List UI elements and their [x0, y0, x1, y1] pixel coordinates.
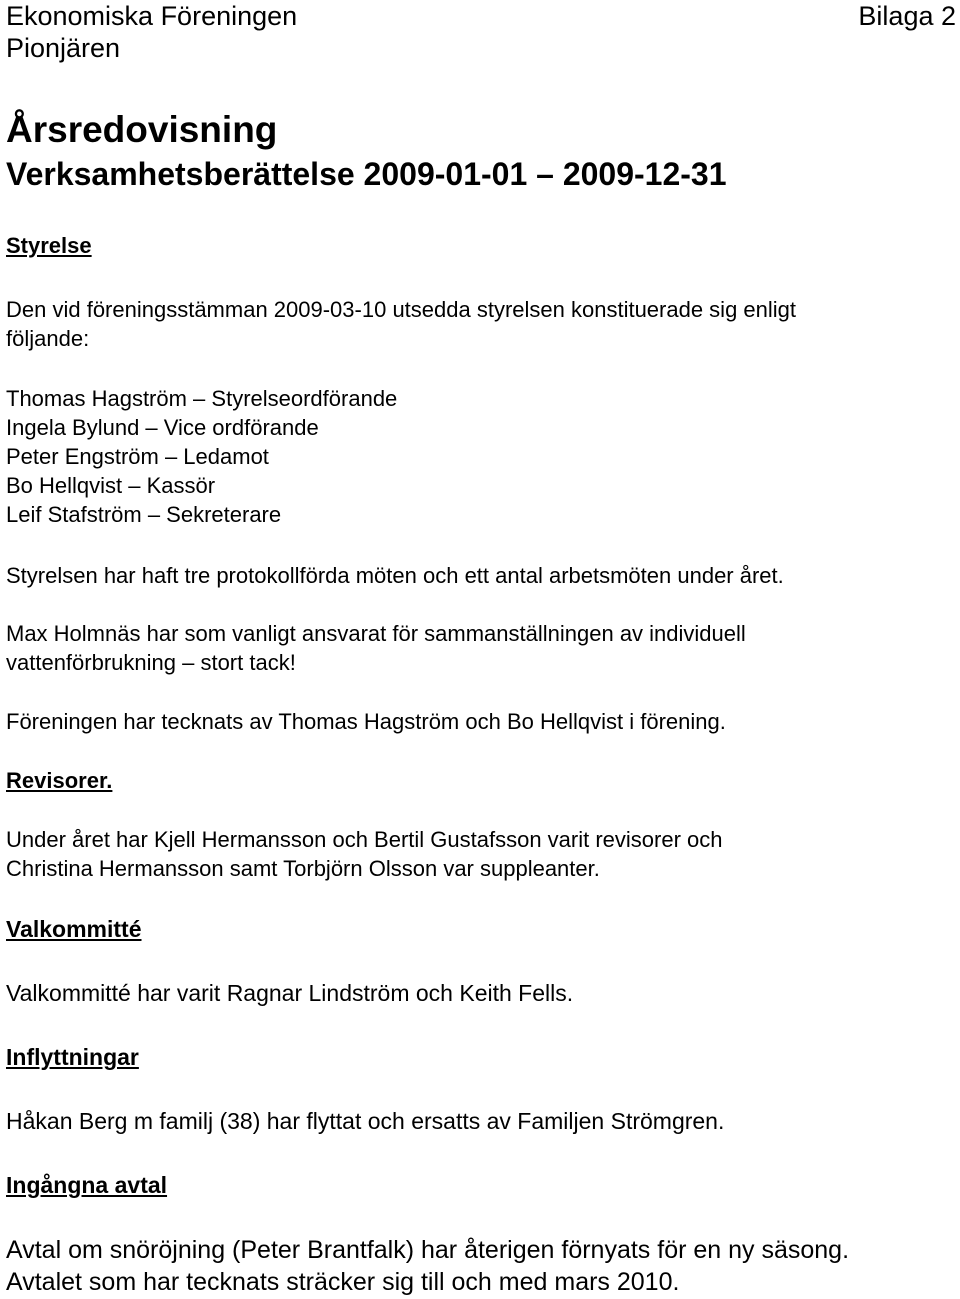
styrelse-intro	[6, 295, 796, 353]
avtal-line-1: Avtal om snöröjning (Peter Brantfalk) har återigen förnyats för en ny säsong.	[6, 1236, 850, 1264]
revisorer-line-1: Under året har Kjell Hermansson och Bertil Gustafsson varit revisorer och	[6, 827, 723, 852]
valkommitte-paragraph: Valkommitté har varit Ragnar Lindström och Keith Fells.	[6, 980, 574, 1006]
document-subtitle: Verksamhetsberättelse 2009-01-01 – 2009-12-31	[6, 156, 727, 192]
board-member-item: Leif Stafström – Sekreterare	[6, 502, 282, 527]
water-consumption-line-1: Max Holmnäs har som vanligt ansvarat för sammanställningen av individuell	[6, 621, 746, 646]
board-member-item: Peter Engström – Ledamot	[6, 444, 269, 469]
signatories-paragraph: Föreningen har tecknats av Thomas Hagström och Bo Hellqvist i förening.	[6, 709, 726, 734]
avtal-paragraph	[6, 1234, 849, 1298]
section-heading-valkommitte: Valkommitté	[6, 916, 142, 942]
board-member-item: Thomas Hagström – Styrelseordförande	[6, 386, 398, 411]
organization-name	[6, 0, 297, 64]
organization-name-line-2: Pionjären	[6, 33, 121, 63]
board-member-item: Bo Hellqvist – Kassör	[6, 473, 216, 498]
appendix-label: Bilaga 2	[858, 1, 956, 31]
document-title: Årsredovisning	[6, 109, 278, 150]
section-heading-avtal: Ingångna avtal	[6, 1172, 168, 1198]
inflyttningar-paragraph: Håkan Berg m familj (38) har flyttat och ersatts av Familjen Strömgren.	[6, 1108, 725, 1134]
organization-name-line-1: Ekonomiska Föreningen	[6, 1, 298, 31]
section-heading-inflyttningar: Inflyttningar	[6, 1044, 139, 1070]
water-consumption-line-2: vattenförbrukning – stort tack!	[6, 650, 296, 675]
section-heading-styrelse: Styrelse	[6, 233, 92, 258]
avtal-line-2: Avtalet som har tecknats sträcker sig till och med mars 2010.	[6, 1268, 680, 1296]
revisorer-paragraph	[6, 825, 723, 883]
meetings-paragraph: Styrelsen har haft tre protokollförda möten och ett antal arbetsmöten under året.	[6, 563, 784, 588]
styrelse-intro-line-1: Den vid föreningsstämman 2009-03-10 utsedda styrelsen konstituerade sig enligt	[6, 297, 797, 322]
water-consumption-paragraph	[6, 619, 746, 677]
board-member-item: Ingela Bylund – Vice ordförande	[6, 415, 319, 440]
section-heading-revisorer: Revisorer.	[6, 768, 113, 793]
board-member-list	[6, 384, 397, 529]
styrelse-intro-line-2: följande:	[6, 326, 90, 351]
revisorer-line-2: Christina Hermansson samt Torbjörn Olsson var suppleanter.	[6, 856, 600, 881]
